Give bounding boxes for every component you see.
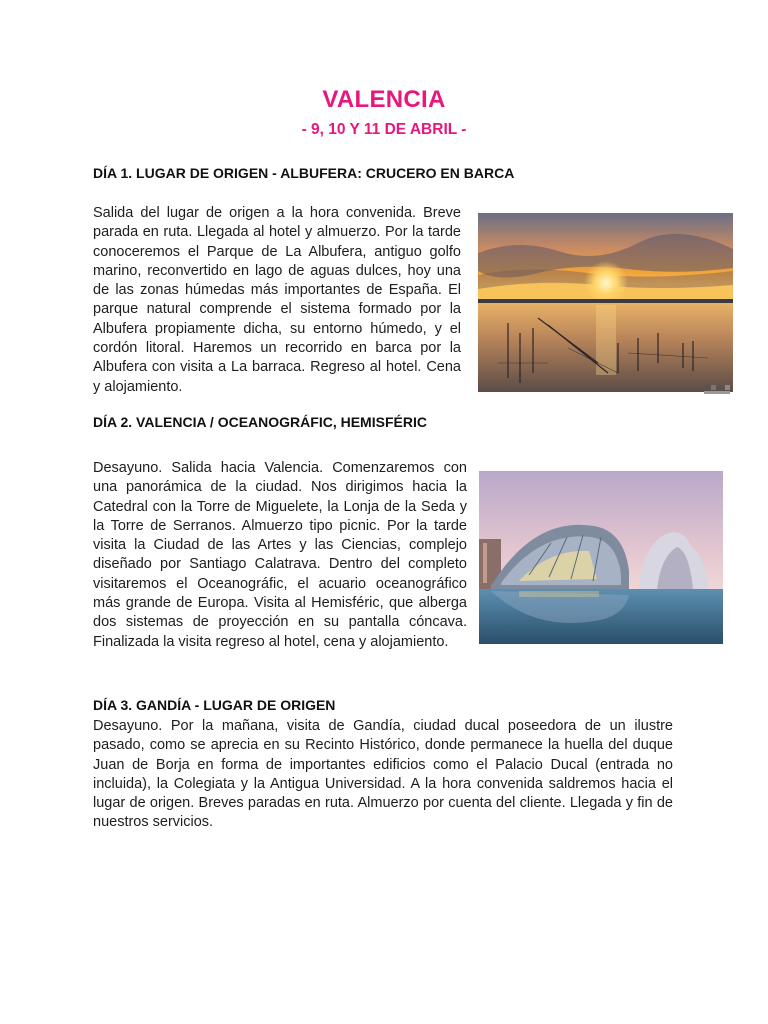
- watermark-logo: [703, 383, 737, 397]
- trip-dates: - 9, 10 Y 11 DE ABRIL -: [301, 121, 467, 138]
- page-title: VALENCIA: [322, 86, 446, 113]
- day-1-description: Salida del lugar de origen a la hora convenida. Breve parada en ruta. Llegada al hotel y almuerzo. Por la tarde conoceremos el Parque de La Albufera, antiguo golfo marino, reconvertido en lago de aguas dulces, hoy una de las zonas húmedas más importantes de España. El parque natural comprende el sistema formado por la Albufera propiamente dicha, su entorno húmedo, y el cordón litoral. Haremos un recorrido en barca por la Albufera con visita a La barraca. Regreso al hotel. Cena y alojamiento.: [93, 205, 461, 395]
- ciudad-artes-ciencias-photo: [479, 471, 723, 644]
- albufera-sunset-photo: [478, 213, 733, 392]
- day-2-description: Desayuno. Salida hacia Valencia. Comenzaremos con una panorámica de la ciudad. Nos dirigimos hacia la Catedral con la Torre de Miguelete, la Lonja de la Seda y la Torre de Serranos. Almuerzo tipo picnic. Por la tarde visita la Ciudad de las Artes y las Ciencias, complejo diseñado por Santiago Calatrava. Dentro del completo visitaremos el Oceanográfic, el acuario oceanográfico más grande de Europa. Visita al Hemisféric, que alberga dos sistemas de proyección en su pantalla cóncava. Finalizada la visita regreso al hotel, cena y alojamiento.: [93, 460, 467, 650]
- day-3-heading: DÍA 3. GANDÍA - LUGAR DE ORIGEN: [93, 697, 336, 713]
- day-1-heading: DÍA 1. LUGAR DE ORIGEN - ALBUFERA: CRUCERO EN BARCA: [93, 165, 515, 181]
- day-3-description: Desayuno. Por la mañana, visita de Gandía, ciudad ducal poseedora de un ilustre pasado, como se aprecia en su Recinto Histórico, donde permanece la huella del duque Juan de Borja en forma de importantes edificios como el Palacio Ducal (entrada no incluida), la Colegiata y la Antigua Universidad. A la hora convenida saldremos hacia el lugar de origen. Breves paradas en ruta. Almuerzo por cuenta del cliente. Llegada y fin de nuestros servicios.: [93, 718, 673, 831]
- day-2-heading: DÍA 2. VALENCIA / OCEANOGRÁFIC, HEMISFÉRIC: [93, 414, 427, 430]
